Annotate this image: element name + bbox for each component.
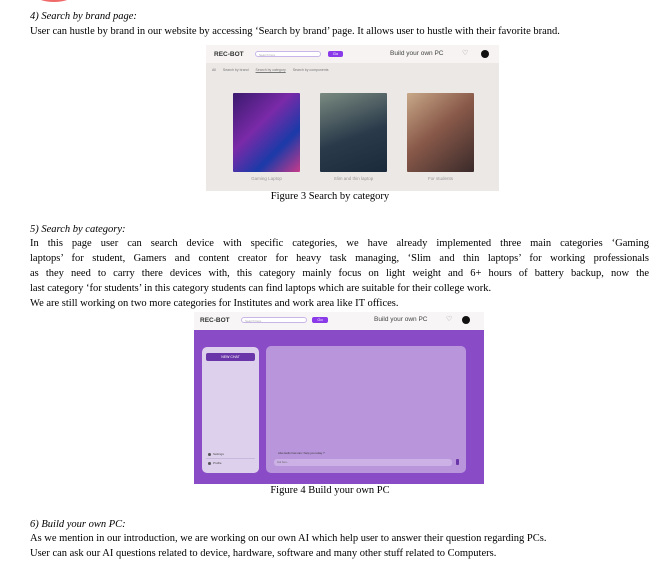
section-4-heading: 4) Search by brand page: [30,11,137,22]
tab-category[interactable]: Search by category [255,68,286,72]
tile-slim-laptop[interactable] [320,93,387,172]
build-pc-link[interactable]: Build your own PC [390,50,444,57]
tile-label: Gaming Laptop [251,176,282,181]
section-5-last: We are still working on two more categories for Institutes and work area like IT offices. [30,298,399,309]
figure-3-caption: Figure 3 Search by category [270,191,390,202]
tile-gaming-laptop[interactable] [233,93,300,172]
settings-option[interactable]: Settings [208,452,224,456]
section-5-line: laptops’ for student, Gamers and content creator for heavy task managing, ‘Slim and thin laptops’ for working professionals [30,253,649,264]
section-6-line: As we mention in our introduction, we are working on our own AI which help user to answer their question regarding PCs. [30,533,547,544]
divider [206,458,255,459]
new-chat-button[interactable]: NEW CHAT [206,353,255,361]
decorative-shape [34,0,74,2]
search-input[interactable]: Search here [255,51,321,57]
section-4-body: User can hustle by brand in our website by accessing ‘Search by brand’ page. It allows user to hustle with their favorite brand. [30,26,560,37]
figure-4-screenshot [194,312,484,484]
search-button[interactable]: Go [328,51,343,57]
user-icon[interactable] [462,316,470,324]
navbar [206,45,499,63]
section-6-line: User can ask our AI questions related to device, hardware, software and many other stuff related to Computers. [30,548,497,559]
tile-label: Slim and thin laptop [333,176,374,181]
section-5-line: as they need to carry there devices with, this category mainly focus on light weight and 6+ hours of battery backup, now the [30,268,649,279]
tile-students[interactable] [407,93,474,172]
heart-icon[interactable]: ♡ [446,315,453,323]
tab-brand[interactable]: Search by brand [222,68,249,72]
chat-input[interactable]: Ask here... [274,459,452,466]
section-6-heading: 6) Build your own PC: [30,519,126,530]
section-5-line: last category ‘for students’ in this category students can find laptops which are suitable for their college work. [30,283,492,294]
category-tabs [212,68,335,72]
logo: REC-BOT [200,317,230,324]
section-5-heading: 5) Search by category: [30,224,126,235]
profile-option[interactable]: Profile [208,461,222,465]
tab-all[interactable]: All [212,68,216,72]
chat-greeting: Also Hello how can I help you today ? [278,451,325,455]
tab-components[interactable]: Search by components [292,68,329,72]
mic-icon[interactable] [456,459,459,465]
figure-4-caption: Figure 4 Build your own PC [270,485,390,496]
tile-label: For students [427,176,453,181]
heart-icon[interactable]: ♡ [462,49,469,57]
figure-3-screenshot [206,45,499,191]
build-pc-link[interactable]: Build your own PC [374,316,428,323]
navbar [194,312,484,330]
logo: REC-BOT [214,51,244,58]
search-button[interactable]: Go [312,317,328,323]
section-5-line: In this page user can search device with specific categories, we have already implemented three main categories ‘Gaming [30,238,649,249]
user-icon[interactable] [481,50,489,58]
search-input[interactable]: Search here [241,317,307,323]
